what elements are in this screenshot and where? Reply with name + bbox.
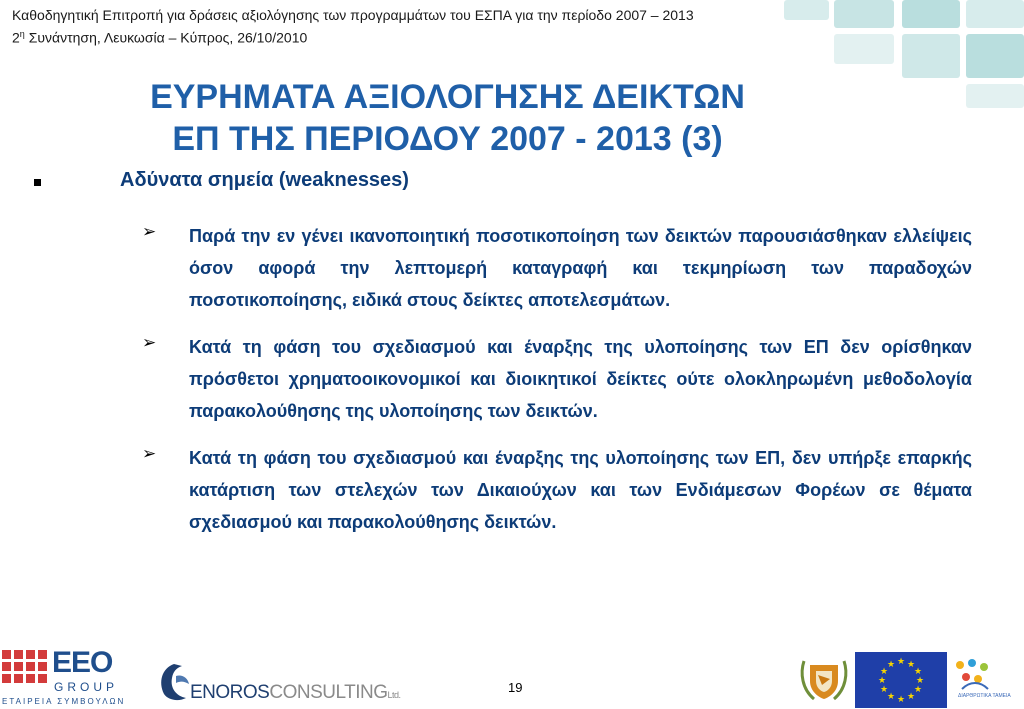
svg-text:★: ★ <box>915 676 925 686</box>
svg-text:★: ★ <box>913 667 923 677</box>
svg-text:★: ★ <box>886 660 896 670</box>
arrow-bullet-icon: ➢ <box>142 444 157 464</box>
list-item <box>142 442 972 538</box>
eeo-tagline: ΕΤΑΙΡΕΙΑ ΣΥΜΒΟΥΛΩΝ <box>2 697 126 706</box>
svg-text:★: ★ <box>906 660 916 670</box>
section-heading-text: Αδύνατα σημεία (weaknesses) <box>120 169 409 191</box>
eu-stars <box>855 652 947 708</box>
eeo-group-logo <box>2 646 137 708</box>
square-bullet-icon <box>34 179 41 186</box>
slide-header <box>12 6 694 48</box>
page-number: 19 <box>508 680 523 695</box>
structural-funds-label: ΔΙΑΡΘΡΩΤΙΚΑ ΤΑΜΕΙΑ <box>958 693 1011 699</box>
enoros-consulting-logo <box>156 660 406 705</box>
svg-text:★: ★ <box>906 692 916 702</box>
slide-title <box>0 76 895 160</box>
header-line-1: Καθοδηγητική Επιτροπή για δράσεις αξιολόγησης των προγραμμάτων του ΕΣΠΑ για την περίοδο 2007 – 2013 <box>12 7 694 23</box>
title-line-1: ΕΥΡΗΜΑΤΑ ΑΞΙΟΛΟΓΗΣΗΣ ΔΕΙΚΤΩΝ <box>150 78 745 116</box>
svg-text:★: ★ <box>913 685 923 695</box>
svg-text:★: ★ <box>886 692 896 702</box>
arrow-bullet-icon: ➢ <box>142 333 157 353</box>
list-item <box>142 331 972 427</box>
eu-flag-icon <box>855 652 947 708</box>
list-item <box>142 220 972 316</box>
svg-text:★: ★ <box>896 695 906 705</box>
header-line-2: $2^\eta$ Συνάντηση, Λευκωσία – Κύπρος, 26/10/2010 <box>12 29 308 46</box>
structural-funds-logo <box>950 655 1022 707</box>
list-item-text: Κατά τη φάση του σχεδιασμού και έναρξης της υλοποίησης των ΕΠ δεν ορίσθηκαν πρόσθετοι χρηματοοικονομικοί και διοικητικοί δείκτες ούτε ολοκληρωμένη μεθοδολογία παρακολούθησης της υλοποίησης των δεικτών. <box>189 337 972 421</box>
enoros-wordmark: ENOROSCONSULTINGLtd. <box>190 682 401 703</box>
title-line-2: ΕΠ ΤΗΣ ΠΕΡΙΟΔΟΥ 2007 - 2013 (3) <box>172 120 723 158</box>
cyprus-emblem-icon <box>796 655 852 705</box>
svg-text:★: ★ <box>879 685 889 695</box>
svg-text:★: ★ <box>877 676 887 686</box>
svg-text:★: ★ <box>896 657 906 667</box>
eeo-group-text: GROUP <box>54 680 119 694</box>
enoros-mark-icon <box>156 662 192 702</box>
eeo-wordmark: EEO <box>52 646 113 679</box>
arrow-bullet-icon: ➢ <box>142 222 157 242</box>
bullet-list <box>142 220 972 553</box>
list-item-text: Κατά τη φάση του σχεδιασμού και έναρξης της υλοποίησης των ΕΠ, δεν υπήρξε επαρκής κατάρτιση των στελεχών των Δικαιούχων και των Ενδιάμεσων Φορέων σε θέματα σχεδιασμού και παρακολούθησης δεικτών. <box>189 448 972 532</box>
svg-text:★: ★ <box>879 667 889 677</box>
list-item-text: Παρά την εν γένει ικανοποιητική ποσοτικοποίηση των δεικτών παρουσιάσθηκαν ελλείψεις όσον αφορά την λεπτομερή καταγραφή και τεκμηρίωση των παραδοχών ποσοτικοποίησης, ειδικά στους δείκτες αποτελεσμάτων. <box>189 226 972 310</box>
structural-funds-icon <box>950 655 1022 695</box>
eeo-grid-icon <box>2 650 50 690</box>
